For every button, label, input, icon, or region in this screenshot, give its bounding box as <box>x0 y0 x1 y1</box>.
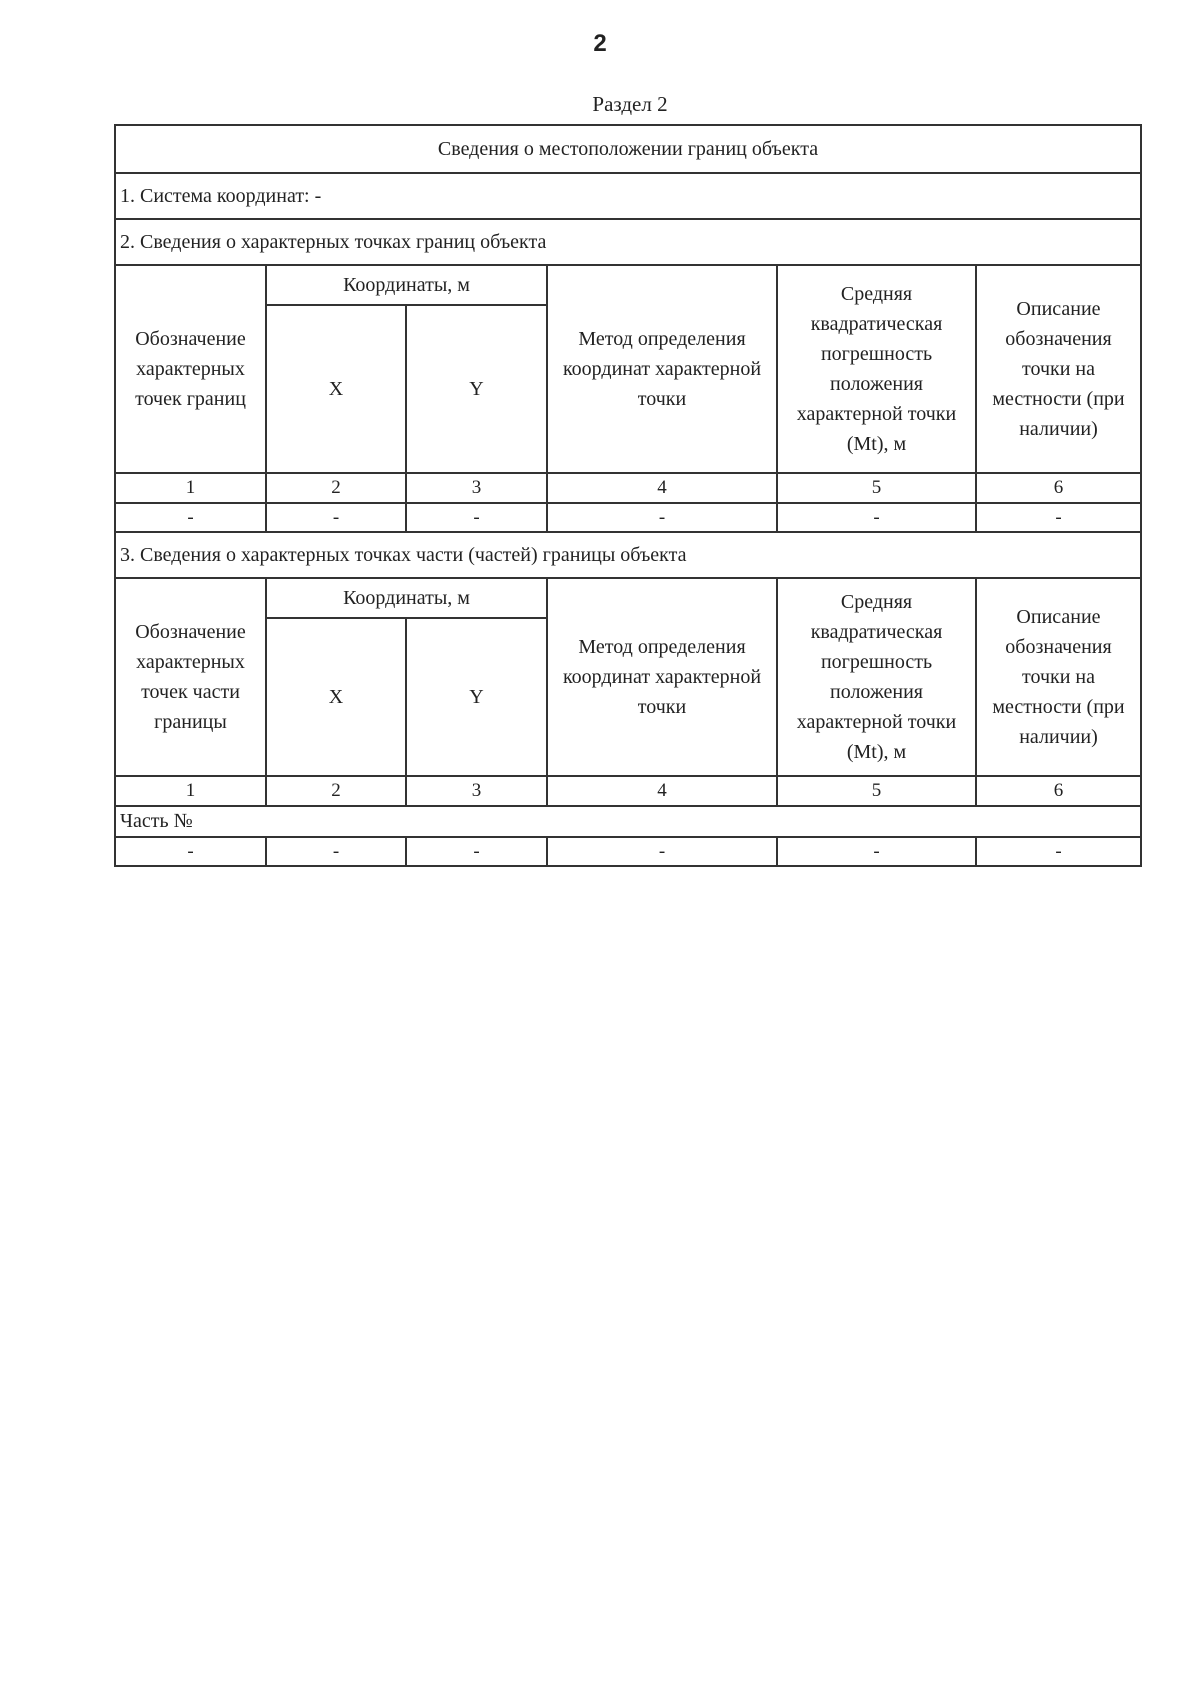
table-cell: - <box>115 837 266 867</box>
column-number: 3 <box>406 776 547 806</box>
boundary-info-table <box>114 124 1142 867</box>
part2-col-description: Описание обозначения точки на местности (при наличии) <box>976 265 1141 473</box>
part3-col-designation: Обозначение характерных точек части границы <box>115 578 266 776</box>
part3-col-y: Y <box>406 618 547 776</box>
table-cell: - <box>266 503 406 533</box>
table-cell: - <box>777 837 976 867</box>
part3-col-x: X <box>266 618 406 776</box>
column-number: 6 <box>976 473 1141 503</box>
column-number: 4 <box>547 776 777 806</box>
column-number: 4 <box>547 473 777 503</box>
table-cell: - <box>406 503 547 533</box>
table-row <box>115 837 1141 867</box>
part2-col-coords: Координаты, м <box>266 265 547 305</box>
part3-heading: 3. Сведения о характерных точках части (частей) границы объекта <box>115 532 1141 578</box>
coordinate-system: 1. Система координат: - <box>115 173 1141 219</box>
column-number: 2 <box>266 776 406 806</box>
table-cell: - <box>777 503 976 533</box>
section-title: Раздел 2 <box>592 92 668 116</box>
column-number: 3 <box>406 473 547 503</box>
column-number: 5 <box>777 473 976 503</box>
column-number: 1 <box>115 473 266 503</box>
table-cell: - <box>547 503 777 533</box>
part3-number-row <box>115 776 1141 806</box>
table-cell: - <box>406 837 547 867</box>
part3-col-description: Описание обозначения точки на местности (при наличии) <box>976 578 1141 776</box>
part2-number-row <box>115 473 1141 503</box>
part3-col-error: Средняя квадратическая погрешность положения характерной точки (Mt), м <box>777 578 976 776</box>
page-number: 2 <box>593 30 607 57</box>
table-cell: - <box>547 837 777 867</box>
part2-heading: 2. Сведения о характерных точках границ объекта <box>115 219 1141 265</box>
table-row <box>115 503 1141 533</box>
column-number: 1 <box>115 776 266 806</box>
part3-col-method: Метод определения координат характерной точки <box>547 578 777 776</box>
part2-col-method: Метод определения координат характерной точки <box>547 265 777 473</box>
table-cell: - <box>115 503 266 533</box>
column-number: 2 <box>266 473 406 503</box>
part3-col-coords: Координаты, м <box>266 578 547 618</box>
part-number-label: Часть № <box>115 806 1141 837</box>
table-cell: - <box>266 837 406 867</box>
part2-col-designation: Обозначение характерных точек границ <box>115 265 266 473</box>
table-cell: - <box>976 837 1141 867</box>
table-title: Сведения о местоположении границ объекта <box>115 125 1141 173</box>
column-number: 6 <box>976 776 1141 806</box>
part2-col-error: Средняя квадратическая погрешность положения характерной точки (Mt), м <box>777 265 976 473</box>
part2-col-y: Y <box>406 305 547 473</box>
part2-col-x: X <box>266 305 406 473</box>
table-cell: - <box>976 503 1141 533</box>
column-number: 5 <box>777 776 976 806</box>
